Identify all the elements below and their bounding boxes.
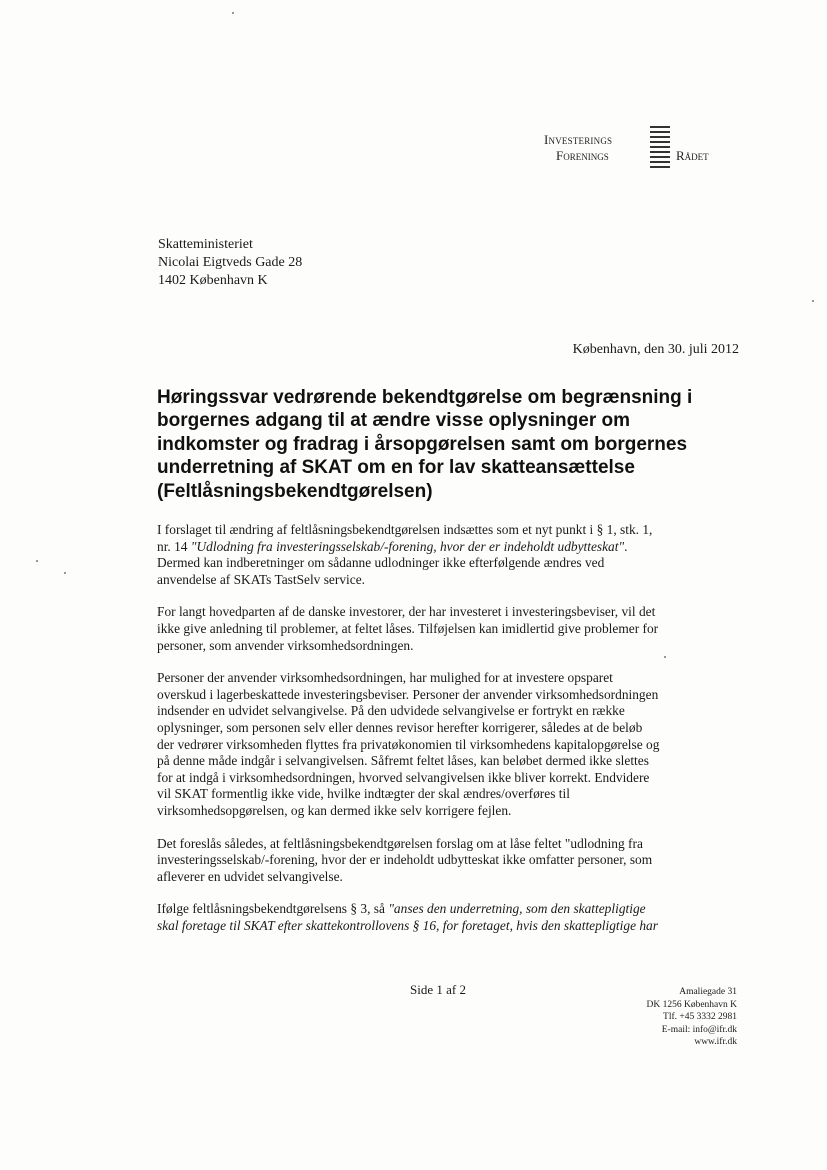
body-line: på denne måde indgår i selvangivelsen. Såfremt feltet låses, kan beløbet dermed ikke slettes bbox=[157, 753, 649, 769]
scan-speck bbox=[812, 300, 814, 302]
recipient-line: Nicolai Eigtveds Gade 28 bbox=[158, 255, 303, 270]
letter-date: København, den 30. juli 2012 bbox=[572, 342, 739, 357]
scan-speck bbox=[36, 560, 38, 562]
contact-website[interactable]: www.ifr.dk bbox=[694, 1037, 737, 1047]
contact-address: Amaliegade 31 bbox=[679, 987, 737, 997]
logo-line-raadet: Rådet bbox=[676, 148, 709, 163]
body-line: skal foretage til SKAT efter skattekontrollovens § 16, for foretaget, hvis den skattepligtige har bbox=[157, 917, 658, 933]
paragraph-4 bbox=[157, 836, 747, 886]
title-line: Høringssvar vedrørende bekendtgørelse om begrænsning i bbox=[157, 387, 693, 408]
body-line: virksomhedsopgørelsen, og kan dermed ikke selv korrigere fejlen. bbox=[157, 802, 512, 818]
scan-speck bbox=[64, 572, 66, 574]
title-line: borgernes adgang til at ændre visse oplysninger om bbox=[157, 410, 630, 432]
body-line: investeringsselskab/-forening, hvor der er indeholdt udbytteskat ikke omfatter personer, som bbox=[157, 852, 653, 868]
scan-speck bbox=[664, 656, 666, 658]
body-line: personer, som anvender virksomhedsordningen. bbox=[157, 637, 414, 653]
letter-title bbox=[157, 386, 757, 503]
body-line: Personer der anvender virksomhedsordningen, har mulighed for at investere opsparet bbox=[157, 670, 613, 686]
title-line: indkomster og fradrag i årsopgørelsen samt om borgernes bbox=[157, 433, 688, 455]
body-line: for at indgå i virksomhedsordningen, hvorved selvangivelsen ikke bliver korrekt. Endvidere bbox=[157, 769, 650, 785]
ifr-logo bbox=[540, 120, 740, 180]
letter-body bbox=[157, 522, 747, 950]
body-line: oplysninger, som personen selv eller dennes revisor herefter korrigerer, således at de beløb bbox=[157, 719, 643, 735]
body-line: Det foreslås således, at feltlåsningsbekendtgørelsen forslag om at låse feltet "udlodning fra bbox=[157, 835, 643, 851]
paragraph-1 bbox=[157, 522, 747, 588]
contact-email[interactable]: E-mail: info@ifr.dk bbox=[661, 1024, 737, 1035]
body-line: indsender en udvidet selvangivelse. På den udvidede selvangivelse er fortrykt en række bbox=[157, 703, 625, 719]
logo-line-forenings: Forenings bbox=[556, 148, 609, 163]
body-line: vil SKAT formentlig ikke vide, hvilke indtægter der skal ændres/overføres til bbox=[157, 786, 570, 802]
body-line: I forslaget til ændring af feltlåsningsbekendtgørelsen indsættes som et nyt punkt i § 1, stk. 1, bbox=[157, 522, 653, 537]
body-line: For langt hovedparten af de danske investorer, der har investeret i investeringsbeviser, vil det bbox=[157, 604, 656, 620]
paragraph-5 bbox=[157, 901, 747, 934]
recipient-line: 1402 København K bbox=[158, 273, 268, 288]
body-line: afleverer en udvidet selvangivelse. bbox=[157, 868, 343, 884]
page-number: Side 1 af 2 bbox=[410, 982, 466, 997]
title-line: (Feltlåsningsbekendtgørelsen) bbox=[157, 480, 433, 502]
body-line: Dermed kan indberetninger om sådanne udlodninger ikke efterfølgende ændres ved bbox=[157, 555, 605, 571]
contact-city: DK 1256 København K bbox=[646, 999, 737, 1010]
paragraph-3 bbox=[157, 670, 747, 819]
body-line: der vedrører virksomheden flyttes fra privatøkonomien til virksomhedens kapitalopgørelse og bbox=[157, 736, 660, 752]
body-line: nr. 14 "Udlodning fra investeringsselskab/-forening, hvor der er indeholdt udbytteskat". bbox=[157, 538, 628, 554]
logo-stripes-icon bbox=[648, 124, 672, 172]
body-line: anvendelse af SKATs TastSelv service. bbox=[157, 571, 365, 587]
scan-speck bbox=[232, 12, 234, 14]
paragraph-2 bbox=[157, 604, 747, 654]
title-line: underretning af SKAT om en for lav skatteansættelse bbox=[157, 457, 635, 479]
recipient-line: Skatteministeriet bbox=[158, 237, 253, 252]
body-line: overskud i lagerbeskattede investeringsbeviser. Personer der anvender virksomhedsordningen bbox=[157, 686, 659, 702]
contact-block bbox=[646, 986, 737, 1049]
contact-phone: Tlf. +45 3332 2981 bbox=[663, 1012, 737, 1022]
recipient-address bbox=[158, 236, 302, 290]
body-line: ikke give anledning til problemer, at feltet låses. Tilføjelsen kan imidlertid give problemer for bbox=[157, 620, 659, 636]
body-line: Ifølge feltlåsningsbekendtgørelsens § 3, så "anses den underretning, som den skattepligtige bbox=[157, 901, 646, 917]
logo-line-investerings: Investerings bbox=[544, 132, 613, 147]
